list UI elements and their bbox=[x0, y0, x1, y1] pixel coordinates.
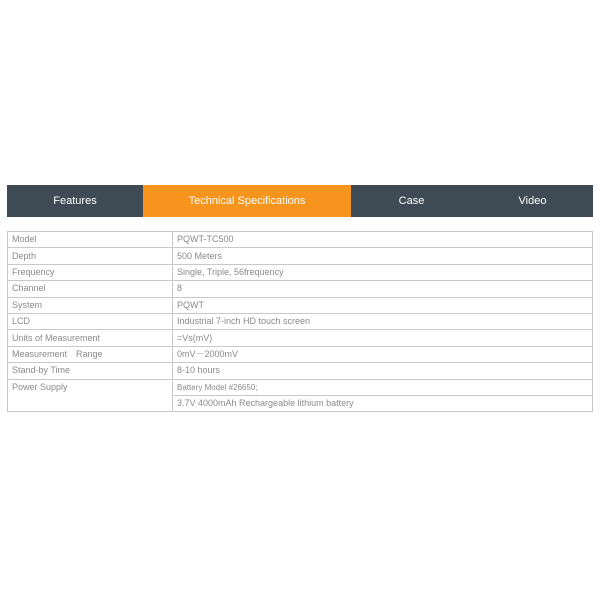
spec-label-model: Model bbox=[8, 232, 173, 248]
spec-label-depth: Depth bbox=[8, 248, 173, 264]
spec-value-model: PQWT-TC500 bbox=[173, 232, 593, 248]
tab-case[interactable]: Case bbox=[398, 195, 425, 207]
spec-value-standby-time: 8-10 hours bbox=[173, 363, 593, 379]
table-row bbox=[8, 232, 593, 248]
spec-value-measurement-range: 0mV－2000mV bbox=[173, 346, 593, 362]
spec-value-lcd: Industrial 7-inch HD touch screen bbox=[173, 313, 593, 329]
spec-label-measurement-range: Measurement Range bbox=[8, 346, 173, 362]
table-row bbox=[8, 297, 593, 313]
table-row bbox=[8, 330, 593, 346]
table-row bbox=[8, 264, 593, 280]
table-row bbox=[8, 379, 593, 395]
table-row bbox=[8, 281, 593, 297]
spec-label-standby-time: Stand-by Time bbox=[8, 363, 173, 379]
tab-bar bbox=[7, 185, 593, 217]
tab-video[interactable]: Video bbox=[518, 195, 547, 207]
table-row bbox=[8, 346, 593, 362]
tab-features[interactable]: Features bbox=[53, 195, 97, 207]
table-row bbox=[8, 313, 593, 329]
spec-value-channel: 8 bbox=[173, 281, 593, 297]
spec-value-power-supply-line2: 3.7V 4000mAh Rechargeable lithium battery bbox=[173, 395, 593, 411]
spec-value-frequency: Single, Triple, 56frequency bbox=[173, 264, 593, 280]
table-row bbox=[8, 248, 593, 264]
spec-label-channel: Channel bbox=[8, 281, 173, 297]
spec-label-units: Units of Measurement bbox=[8, 330, 173, 346]
spec-value-power-supply-line1: Battery Model #26650; bbox=[173, 379, 593, 395]
spec-label-lcd: LCD bbox=[8, 313, 173, 329]
table-row bbox=[8, 363, 593, 379]
spec-label-frequency: Frequency bbox=[8, 264, 173, 280]
tab-technical-specifications[interactable]: Technical Specifications bbox=[143, 185, 351, 217]
spec-table bbox=[7, 231, 593, 412]
spec-label-power-supply: Power Supply bbox=[8, 379, 173, 412]
spec-value-system: PQWT bbox=[173, 297, 593, 313]
spec-value-depth: 500 Meters bbox=[173, 248, 593, 264]
spec-label-system: System bbox=[8, 297, 173, 313]
spec-value-units: =Vs(mV) bbox=[173, 330, 593, 346]
